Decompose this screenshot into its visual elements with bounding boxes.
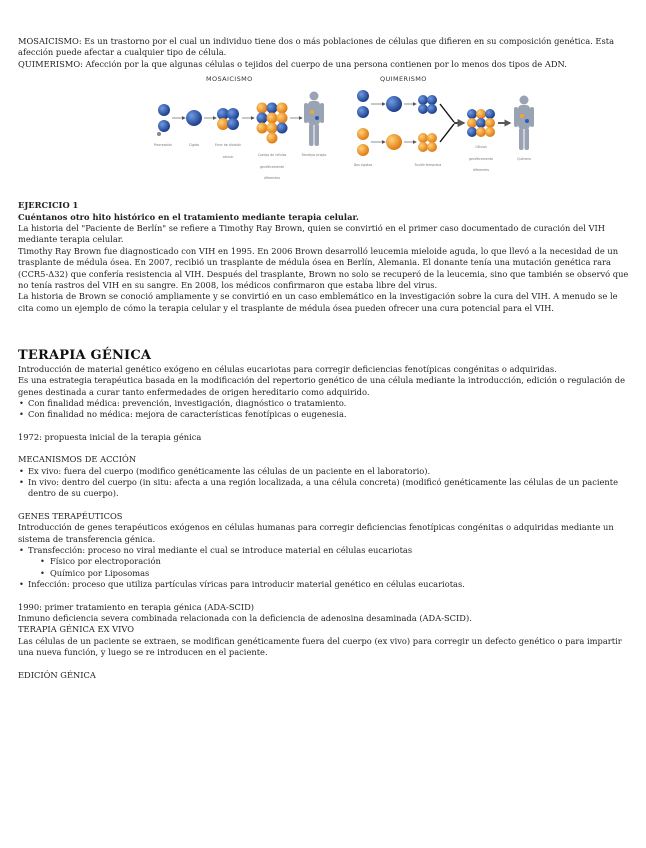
finalidad-list bbox=[18, 398, 630, 421]
quimerismo-definition: QUIMERISMO: Afección por la que algunas células o tejidos del cuerpo de una persona contienen por lo menos dos tipos de ADN. bbox=[18, 58, 567, 69]
caption-error-division: Error de división celular bbox=[215, 143, 241, 159]
list-item: • Con finalidad médica: prevención, investigación, diagnóstico o tratamiento. bbox=[28, 398, 630, 409]
list-item: • Físico por electroporación bbox=[50, 556, 630, 567]
transfeccion-text: Transfección: proceso no viral mediante el cual se introduce material en células eucariotas bbox=[28, 544, 413, 555]
genes-title: GENES TERAPÉUTICOS bbox=[18, 510, 123, 521]
edicion-genica-title: EDICIÓN GÉNICA bbox=[18, 669, 96, 680]
mecanismos-title: MECANISMOS DE ACCIÓN bbox=[18, 454, 137, 465]
mosaicismo-quimerismo-figure bbox=[18, 74, 630, 188]
document-page bbox=[18, 36, 630, 681]
caption-cigoto: Cigoto bbox=[188, 143, 200, 148]
terapia-definition-2: Es una estrategia terapéutica basada en la modificación del repertorio genético de una célula mediante la introducción, edición o regulación de genes destinada a curar tanto enfermedades de origen hereditario como adquirido. bbox=[18, 375, 625, 397]
terapia-genica-heading: TERAPIA GÉNICA bbox=[18, 348, 152, 364]
terapia-definition-1: Introducción de material genético exógeno en células eucariotas para corregir deficiencias fenotípicas congénitas o adquiridas. bbox=[18, 363, 557, 374]
list-item: • Ex vivo: fuera del cuerpo (modifico genéticamente las células de un paciente en el laboratorio). bbox=[28, 466, 630, 477]
caption-dos-cigotos: Dos cigotos bbox=[353, 163, 373, 168]
figure-label-quimerismo: QUIMERISMO bbox=[380, 75, 427, 84]
list-item bbox=[28, 545, 630, 579]
genes-definition: Introducción de genes terapéuticos exógenos en células humanas para corregir deficiencias fenotípicas congénitas o adquiridas mediante un sistema de transferencia génica. bbox=[18, 522, 614, 544]
mosaicismo-definition: MOSAICISMO: Es un trastorno por el cual un individuo tiene dos o más poblaciones de células que difieren en su composición genética. Esta afección puede afectar a cualquier tipo de célula. bbox=[18, 36, 615, 58]
ejercicio-subtitle: Cuéntanos otro hito histórico en el tratamiento mediante terapia celular. bbox=[18, 211, 359, 222]
mecanismos-list bbox=[18, 466, 630, 500]
ejercicio-title: EJERCICIO 1 bbox=[18, 200, 79, 211]
figure-label-mosaicismo: MOSAICISMO bbox=[206, 75, 253, 84]
cell-diagram-illustration bbox=[18, 74, 630, 188]
ada-scid-text: Inmuno deficiencia severa combinada relacionada con la deficiencia de adenosina desaminada (ADA-SCID). bbox=[18, 613, 472, 623]
ejercicio-paragraph-3: La historia de Brown se conoció ampliamente y se convirtió en un caso emblemático en la investigación sobre la cura del VIH. A menudo se le cita como un ejemplo de cómo la terapia celular y el trasplante de médula ósea pueden ofrecer una cura potencial para el VIH. bbox=[18, 291, 618, 313]
transferencia-list bbox=[18, 545, 630, 591]
year-1972: 1972: propuesta inicial de la terapia génica bbox=[18, 431, 202, 442]
quimerismo-diagram bbox=[357, 90, 534, 156]
caption-quimera: Quimera bbox=[517, 157, 531, 162]
list-item: • Con finalidad no médica: mejora de características fenotípicas o eugenesia. bbox=[28, 409, 630, 420]
caption-cuerpo-celulas: Cuerpo de células genéticamente diferentes bbox=[257, 153, 287, 181]
year-1990: 1990: primer tratamiento en terapia génica (ADA-SCID) bbox=[18, 601, 255, 612]
caption-fenotipo: Fenotipo propio bbox=[301, 153, 327, 158]
mosaicismo-diagram bbox=[157, 92, 324, 147]
ejercicio-paragraph-1: La historia del "Paciente de Berlín" se refiere a Timothy Ray Brown, quien se convirtió en el primer caso documentado de curación del VIH mediante terapia celular. bbox=[18, 223, 606, 245]
exvivo-title: TERAPIA GÉNICA EX VIVO bbox=[18, 624, 135, 635]
list-item: • In vivo: dentro del cuerpo (in situ: afecta a una región localizada, a una célula concreta) (modificó genéticamente las células de un paciente dentro de su cuerpo). bbox=[28, 477, 630, 500]
exvivo-text: Las células de un paciente se extraen, se modifican genéticamente fuera del cuerpo (ex vivo) para corregir un defecto genético o para impartir una nueva función, y luego se re introducen en el paciente. bbox=[18, 635, 622, 658]
list-item: • Infección: proceso que utiliza partículas víricas para introducir material genético en células eucariotas. bbox=[28, 579, 630, 590]
caption-procreacion: Procreación bbox=[153, 143, 173, 148]
transfeccion-sublist bbox=[28, 556, 630, 579]
list-item: • Químico por Liposomas bbox=[50, 568, 630, 579]
caption-fusion: Fusión temprana bbox=[414, 163, 442, 168]
ejercicio-paragraph-2: Timothy Ray Brown fue diagnosticado con VIH en 1995. En 2006 Brown desarrolló leucemia mieloide aguda, lo que llevó a la necesidad de un trasplante de médula ósea. En 2007, recibió un trasplante de médula ósea en Berlín, Alemania. El donante tenía una mutación genética rara (CCR5-Δ32) que confería resistencia al VIH. Después del trasplante, Brown no solo se recuperó de la leucemia, sino que también se observó que no tenía rastros del VIH en su sangre. En 2008, los médicos confirmaron que estaba libre del virus. bbox=[18, 245, 629, 291]
caption-celulas-diferentes: Células genéticamente diferentes bbox=[468, 145, 494, 173]
